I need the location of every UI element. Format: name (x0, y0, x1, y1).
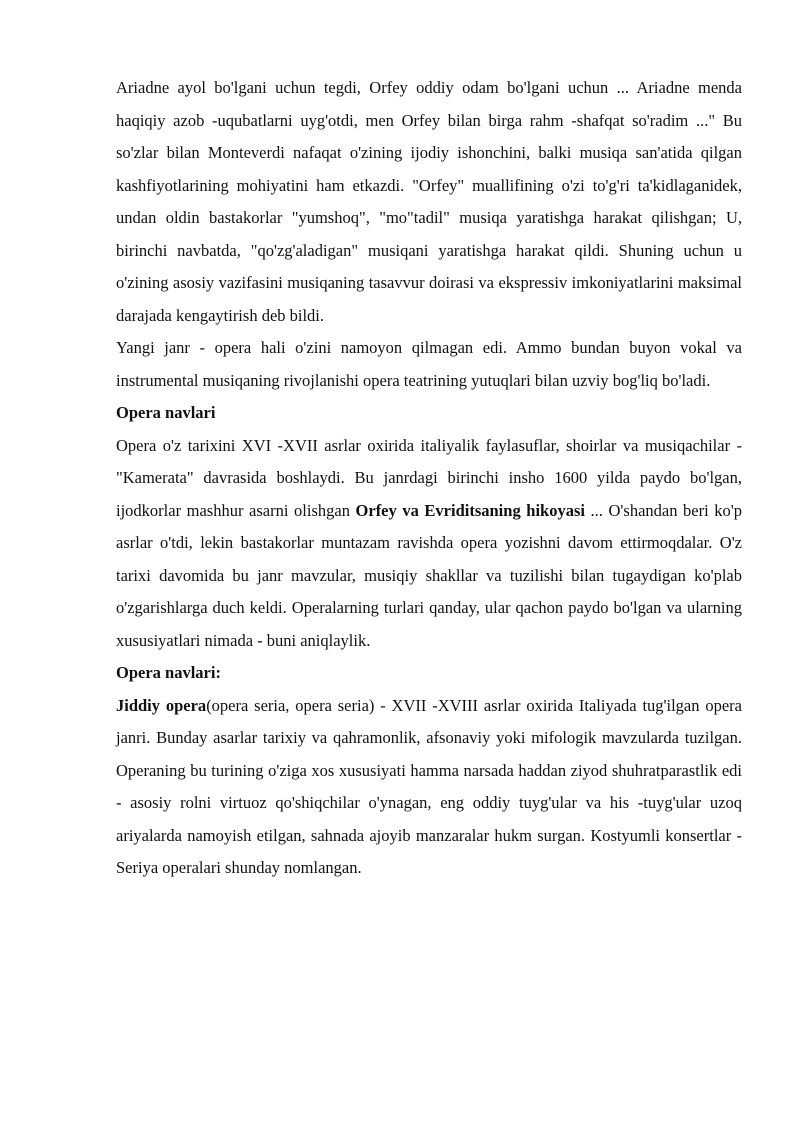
document-page (116, 72, 742, 885)
paragraph-monteverdi: Ariadne ayol bo'lgani uchun tegdi, Orfey oddiy odam bo'lgani uchun ... Ariadne menda haqiqiy azob -uqubatlarni uyg'otdi, men Orfey bilan birga rahm -shafqat so'radim ..." Bu so'zlar bilan Monteverdi nafaqat o'zining ijodiy ishonchini, balki musiqa san'atida qilgan kashfiyotlarining mohiyatini ham etkazdi. "Orfey" muallifining o'zi to'g'ri ta'kidlaganidek, undan oldin bastakorlar "yumshoq", "mo"tadil" musiqa yaratishga harakat qilishgan; U, birinchi navbatda, "qo'zg'aladigan" musiqani yaratishga harakat qildi. Shuning uchun u o'zining asosiy vazifasini musiqaning tasavvur doirasi va ekspressiv imkoniyatlarini maksimal darajada kengaytirish deb bildi. (116, 78, 742, 325)
heading-opera-varieties-list: Opera navlari: (116, 663, 221, 682)
text-run: Opera o'z tarixini XVI -XVII asrlar oxirida italiyalik faylasuflar, shoirlar va musiqachilar - "Kamerata" davrasida boshlaydi. Bu janrdagi birinchi insho 1600 yilda paydo bo'lgan, ijodkorlar mashhur asarni olishgan (116, 435, 742, 520)
bold-term: Jiddiy opera (116, 695, 207, 715)
paragraph-new-genre: Yangi janr - opera hali o'zini namoyon qilmagan edi. Ammo bundan buyon vokal va instrumental musiqaning rivojlanishi opera teatrining yutuqlari bilan uzviy bog'liq bo'ladi. (116, 338, 742, 390)
paragraph-serious-opera (116, 690, 742, 885)
paragraph-opera-history (116, 430, 742, 658)
heading-opera-varieties: Opera navlari (116, 403, 216, 422)
text-run: (opera seria, opera seria) - XVII -XVIII asrlar oxirida Italiyada tug'ilgan opera janri. Bunday asarlar tarixiy va qahramonlik, afsonaviy yoki mifologik mavzularda tuzilgan. Operaning bu turining o'ziga xos xususiyati hamma narsada haddan ziyod shuhratparastlik edi - asosiy rolni virtuoz qo'shiqchilar o'ynagan, eng oddiy tuyg'ular va his -tuyg'ular uzoq ariyalarda namoyish etilgan, sahnada ajoyib manzaralar hukm surgan. Kostyumli konsertlar - Seriya operalari shunday nomlangan. (116, 695, 742, 877)
text-run: ... O'shandan beri ko'p asrlar o'tdi, lekin bastakorlar muntazam ravishda opera yozishni davom ettirmoqdalar. O'z tarixi davomida bu janr mavzular, musiqiy shakllar va tuzilishi bilan tugaydigan ko'plab o'zgarishlarga duch keldi. Operalarning turlari qanday, ular qachon paydo bo'lgan va ularning xususiyatlari nimada - buni aniqlaylik. (116, 500, 742, 650)
bold-title: Orfey va Evriditsaning hikoyasi (355, 500, 585, 520)
